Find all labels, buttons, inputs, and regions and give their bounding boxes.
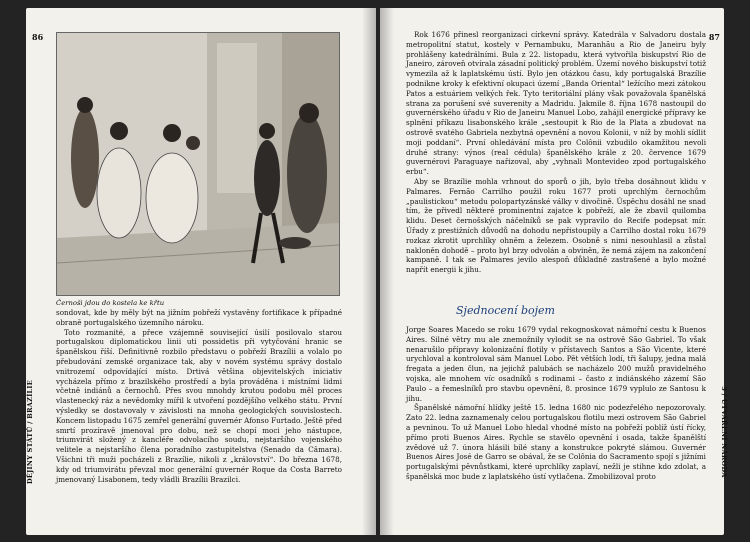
running-head-left: DĚJINY STÁTŮ / BRAZÍLIE xyxy=(26,379,35,485)
left-page xyxy=(26,8,376,535)
paragraph: Aby se Brazílie mohla vrhnout do sporů o jih, bylo třeba dosáhnout klidu v Palmares. Fernão Carrilho použil roku 1677 proti uprchlým černochům „paulistickou“ metodu polopartyzánské války v divočině. Úspěchu dosáhl ne snad tím, že přivedl některé prominentní zajatce k pobřeží, ale že zbavil quilomba klidu. Deset černošských náčelníků se pak vypravilo do Recife podepsat mír. Úřady z prestižních důvodů na dohodu nepřistoupily a Carrilho dostal roku 1679 rozkaz zkrotit uprchlíky ohněm a železem. Osobně s nimi nesouhlasil a zůstal nakloněn dohodě – proto byl brzy odvolán a obviněn, že nemá zájem na zakončení kampaně. I tak se Palmares jevilo alespoň důkladně zastrašené a bylo možné napřít energii k jihu. xyxy=(406,176,706,275)
illustration-caption: Černoši jdou do kostela ke křtu xyxy=(56,299,165,307)
paragraph: sondovat, kde by měly být na jižním pobřeží vystavěny fortifikace k případné obraně portugalského územního nároku. xyxy=(56,308,342,327)
engraving-illustration xyxy=(56,32,340,296)
page-number-right: 87 xyxy=(708,32,720,42)
paragraph: Toto rozmanité, a přece vzájemně související úsilí posilovalo starou portugalskou diplomatickou linii uti possidetis při vytyčování hranic se španělskou říší. Definitivně rozbilo představu o pobřeží Brazílii a volalo po přebudování zemské organizace tak, aby v novém systému správy dostalo vnitrozemí odpovídající místo. Drtivá většina objevitelských iniciativ vycházela přímo z brazilského prostředí a byla prováděna i místními lidmi včetně indiánů a černochů. Přes svou mnohdy krutou podobu měl proces vlastenecký ráz a nevědomky mířil k utvoření pozdějšího velkého státu. První výsledky se dostavovaly v závislosti na mnoha geologických souvislostech. Koncem listopadu 1675 zemřel generální guvernér Afonso Furtado. Ještě před smrtí prozíravě jmenoval pro dobu, než se chopí moci jeho nástupce, triumvirát složený z kancléře odvolacího soudu, nejstaršího vojenského velitele a nejstaršího člena poradního zastupitelstva (Senado da Câmara). Všichni tři muži pocházeli z Brazílie, nikoli z „království“. Do března 1678, kdy od triumvirátu převzal moc generální guvernér Roque da Costa Barreto jmenovaný Lisabonem, tedy vládli Brazílii Brazilci. xyxy=(56,327,342,484)
right-page xyxy=(380,8,729,535)
illustration-drawing xyxy=(57,33,339,295)
gutter-shadow-left xyxy=(362,8,376,535)
paragraph: Jorge Soares Macedo se roku 1679 vydal rekognoskovat námořní cestu k Buenos Aires. Silné větry mu ale znemožnily vylodit se na ostrově São Gabriel. To však nenarušilo přípravy kolonizační flotily v přístavech Santos a São Vicente, které urychloval a kontroloval sám Manuel Lobo. Pět větších lodí, tři šalupy, jedna malá fregata a jeden člun, na jejichž palubách se nacházelo 200 mužů pravidelného vojska, ale mnohem víc osadníků s rodinami – často z indiánského zázemí São Paulo – a řemeslníků pro stavbu opevnění, 8. prosince 1679 vyplulo ze Santosu k jihu. xyxy=(406,325,706,403)
section-heading: Sjednocení bojem xyxy=(456,304,555,317)
gutter-shadow-right xyxy=(380,8,394,535)
right-body-text-bottom xyxy=(406,325,706,482)
page-number-left: 86 xyxy=(32,32,44,42)
paragraph: Rok 1676 přinesl reorganizaci církevní správy. Katedrála v Salvadoru dostala metropolitní statut, kostely v Pernambuku, Maranhãu a Rio de Janeiru byly prohlášeny katedrálními. Bula z 22. listopadu, která vytvořila biskupství Rio de Janeiro, zároveň otvírala zásadní politický problém. Území nového biskupství totiž vymezila až k laplatskému ústí. Bylo jen otázkou času, kdy portugalská Brazílie podnikne kroky k efektivní okupaci území „Banda Oriental“ ležícího mezi zátokou Patos a estuáriem velkých řek. Tyto teritoriální plány však považovala španělská strana za porušení své suverenity a Madridu. Jakmile 8. října 1678 nastoupil do guvernérského úřadu v Rio de Janeiru Manuel Lobo, zahájil energické přípravy ke splnění příkazu lisabonského krále „sestoupit k Rio de la Plata a zbudovat na ostrově svatého Gabriela nezbytná opevnění a novou Kolonii, v níž by mohli sídlit moji poddaní“. První ohledávání místa pro Colônii vzbudilo okamžitou nevoli druhé strany: výnos (real cédula) španělského krále z 20. července 1679 guvernérovi Paraguaye nařizoval, aby „vyhnali Montevideo zpod portugalského erbu“. xyxy=(406,30,706,177)
right-body-text-top xyxy=(406,30,706,275)
paragraph: Španělské námořní hlídky ještě 15. ledna 1680 nic podezřelého nepozorovaly. Zato 22. ledna zaznamenaly celou portugalskou flotilu mezi ostrovem São Gabriel a pevninou. To už Manuel Lobo hledal vhodné místo na pobřeží poblíž ústí řícky, přímo proti Buenos Aires. Rychle se stavělo opevnění i osada, takže španělští zvědové už 7. února hlásili bílé stany a konstrukce pokryté slámou. Guvernér Buenos Aires José de Garro se obával, že se Colônia do Sacramento spojí s jižními portugalskými pěvnůstkami, které uprchlíky zaplaví, nežli je stihne kdo zdolat, a španělská moc bude z laplatského ústí vytlačena. Zmobilizoval proto xyxy=(406,403,706,481)
running-head-right: 3 / UTVÁŘENÍ NÁRODA xyxy=(720,386,729,478)
left-body-text xyxy=(56,308,342,484)
